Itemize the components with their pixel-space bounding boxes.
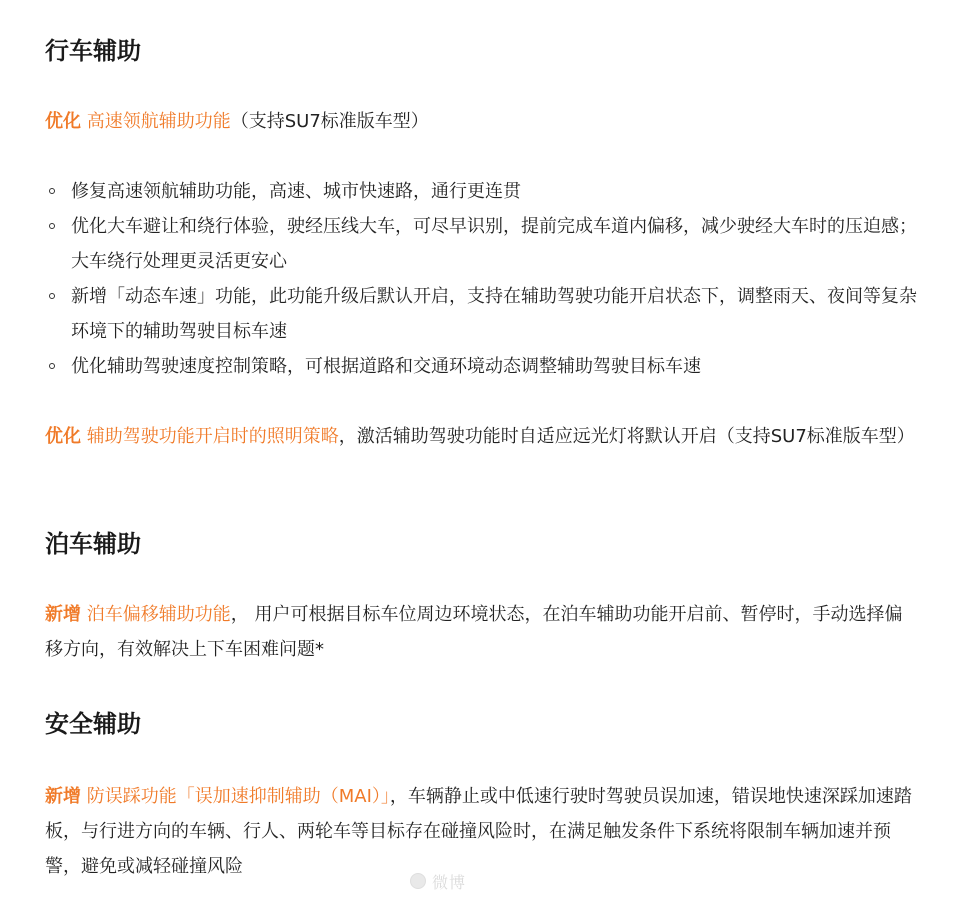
item-text: ，车辆静止或中低速行驶时驾驶员误加速，错误地快速深踩加速踏板，与行进方向的车辆、行人、两轮车等目标存在碰撞风险时，在满足触发条件下系统将限制车辆加速并预警，避免或减轻碰撞风险 bbox=[45, 786, 912, 877]
bullet-circle-icon bbox=[49, 293, 55, 299]
feature-highway-nav: 高速领航辅助功能 bbox=[86, 111, 231, 132]
bullet-text: 优化大车避让和绕行体验，驶经压线大车，可尽早识别，提前完成车道内偏移，减少驶经大车时的压迫感；大车绕行处理更灵活更安心 bbox=[71, 216, 917, 272]
item-text: ，激活辅助驾驶功能时自适应远光灯将默认开启（支持SU7标准版车型） bbox=[338, 426, 915, 447]
bullet-circle-icon bbox=[49, 223, 55, 229]
section-title-parking-assist: 泊车辅助 bbox=[45, 530, 141, 558]
tag-optimize: 优化 bbox=[45, 426, 81, 447]
item-text: ， 用户可根据目标车位周边环境状态，在泊车辅助功能开启前、暂停时，手动选择偏移方向，有效解决上下车困难问题* bbox=[45, 604, 903, 660]
bullet-text: 优化辅助驾驶速度控制策略，可根据道路和交通环境动态调整辅助驾驶目标车速 bbox=[71, 356, 701, 377]
tag-new: 新增 bbox=[45, 604, 81, 625]
parking-item-offset bbox=[45, 597, 920, 667]
driving-item-highway-nav bbox=[45, 104, 920, 139]
bullet-circle-icon bbox=[49, 363, 55, 369]
bullet-text: 修复高速领航辅助功能，高速、城市快速路，通行更连贯 bbox=[71, 181, 521, 202]
feature-parking-offset: 泊车偏移辅助功能 bbox=[86, 604, 231, 625]
driving-bullet-list bbox=[45, 174, 920, 384]
safety-item-mai bbox=[45, 779, 920, 884]
watermark-text: 微博 bbox=[432, 872, 467, 892]
tag-optimize: 优化 bbox=[45, 111, 81, 132]
section-title-driving-assist: 行车辅助 bbox=[45, 37, 141, 65]
list-item bbox=[45, 174, 920, 209]
driving-item-lighting bbox=[45, 419, 920, 454]
watermark bbox=[410, 866, 466, 896]
list-item bbox=[45, 349, 920, 384]
list-item bbox=[45, 279, 920, 349]
weibo-logo-icon bbox=[410, 873, 426, 889]
list-item bbox=[45, 209, 920, 279]
feature-mai: 防误踩功能「误加速抑制辅助（MAI）」 bbox=[86, 786, 390, 807]
tag-new: 新增 bbox=[45, 786, 81, 807]
section-title-safety-assist: 安全辅助 bbox=[45, 710, 141, 738]
item-note: （支持SU7标准版车型） bbox=[230, 111, 429, 132]
bullet-text: 新增「动态车速」功能，此功能升级后默认开启，支持在辅助驾驶功能开启状态下，调整雨天、夜间等复杂环境下的辅助驾驶目标车速 bbox=[71, 286, 917, 342]
bullet-circle-icon bbox=[49, 188, 55, 194]
feature-lighting-strategy: 辅助驾驶功能开启时的照明策略 bbox=[86, 426, 339, 447]
